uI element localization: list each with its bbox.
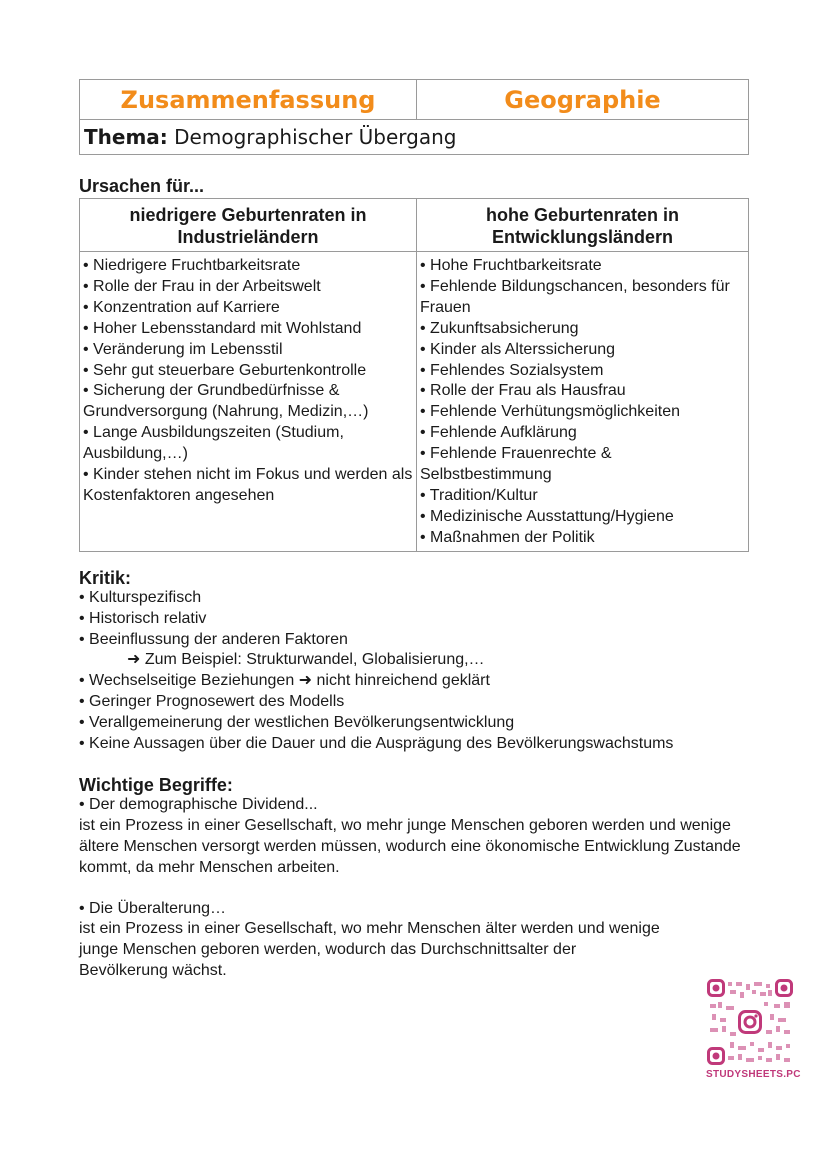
topic-row — [80, 120, 749, 155]
list-item: • Niedrigere Fruchtbarkeitsrate — [83, 257, 301, 274]
list-item: • Keine Aussagen über die Dauer und die Ausprägung des Bevölkerungswachstums — [79, 735, 674, 753]
term-definition: ist ein Prozess in einer Gesellschaft, wo mehr Menschen älter werden und wenige junge Menschen geboren werden, wodurch das Durchschnittsalter der Bevölkerung wächst. — [79, 920, 660, 980]
list-item: • Kinder als Alterssicherung — [420, 340, 616, 358]
instagram-qr-code-icon[interactable] — [706, 978, 794, 1066]
list-item: • Historisch relativ — [79, 609, 207, 627]
causes-heading: Ursachen für... — [79, 176, 205, 196]
terms-heading: Wichtige Begriffe: — [79, 774, 233, 795]
subject-title: Geographie — [417, 80, 749, 120]
list-item: • Tradition/Kultur — [420, 486, 538, 504]
list-item: • Kulturspezifisch — [79, 588, 202, 606]
list-item: • Hoher Lebensstandard mit Wohlstand — [83, 319, 362, 337]
list-item: • Rolle der Frau in der Arbeitswelt — [83, 277, 321, 295]
col-header-industrial: niedrigere Geburtenraten in Industrieländern — [80, 199, 417, 252]
list-item: • Maßnahmen der Politik — [420, 528, 595, 546]
list-item: • Fehlende Frauenrechte & Selbstbestimmung — [420, 445, 612, 484]
list-item: • Fehlende Verhütungsmöglichkeiten — [420, 403, 680, 421]
term-title: • Die Überalterung… — [79, 899, 226, 917]
list-item: • Fehlendes Sozialsystem — [420, 361, 604, 379]
term-title: • Der demographische Dividend... — [79, 795, 318, 813]
list-item: • Beeinflussung der anderen Faktoren — [79, 630, 348, 648]
criticism-list — [79, 588, 749, 755]
list-item: • Sicherung der Grundbedürfnisse & Grundversorgung (Nahrung, Medizin,…) — [83, 382, 369, 421]
causes-developing-cell — [417, 252, 749, 552]
topic-value: Demographischer Übergang — [174, 125, 457, 149]
causes-table — [79, 198, 749, 552]
topic-label: Thema: — [84, 125, 168, 149]
list-item: • Zukunftsabsicherung — [420, 319, 579, 337]
list-item: • Sehr gut steuerbare Geburtenkontrolle — [83, 361, 367, 379]
list-item: • Veränderung im Lebensstil — [83, 340, 283, 358]
list-item: • Rolle der Frau als Hausfrau — [420, 382, 626, 400]
causes-industrial-cell — [80, 252, 417, 552]
col-header-developing: hohe Geburtenraten in Entwicklungsländern — [417, 199, 749, 252]
term-definition: ist ein Prozess in einer Gesellschaft, wo mehr junge Menschen geboren werden und wenige ältere Menschen versorgt werden müssen, wodurch eine ökonomische Entwicklung Zustande kommt, da mehr Menschen arbeiten. — [79, 816, 741, 876]
list-item: • Kinder stehen nicht im Fokus und werden als Kostenfaktoren angesehen — [83, 466, 413, 504]
list-subitem: ➜ Zum Beispiel: Strukturwandel, Globalisierung,… — [127, 651, 485, 669]
list-item: • Wechselseitige Beziehungen ➜ nicht hinreichend geklärt — [79, 672, 490, 690]
list-item: • Hohe Fruchtbarkeitsrate — [420, 257, 602, 274]
list-item: • Lange Ausbildungszeiten (Studium, Ausbildung,…) — [83, 424, 344, 463]
list-item: • Medizinische Ausstattung/Hygiene — [420, 507, 674, 525]
list-item: • Geringer Prognosewert des Modells — [79, 693, 345, 711]
qr-badge[interactable] — [706, 978, 801, 1080]
list-item: • Verallgemeinerung der westlichen Bevölkerungsentwicklung — [79, 714, 515, 732]
brand-label: STUDYSHEETS.PC — [706, 1069, 801, 1080]
criticism-heading: Kritik: — [79, 567, 132, 588]
document-page — [79, 79, 749, 982]
list-item: • Fehlende Bildungschancen, besonders für Frauen — [420, 277, 730, 316]
list-item: • Konzentration auf Karriere — [83, 298, 280, 316]
header-table — [79, 79, 749, 155]
summary-title: Zusammenfassung — [80, 80, 417, 120]
list-item: • Fehlende Aufklärung — [420, 424, 577, 442]
